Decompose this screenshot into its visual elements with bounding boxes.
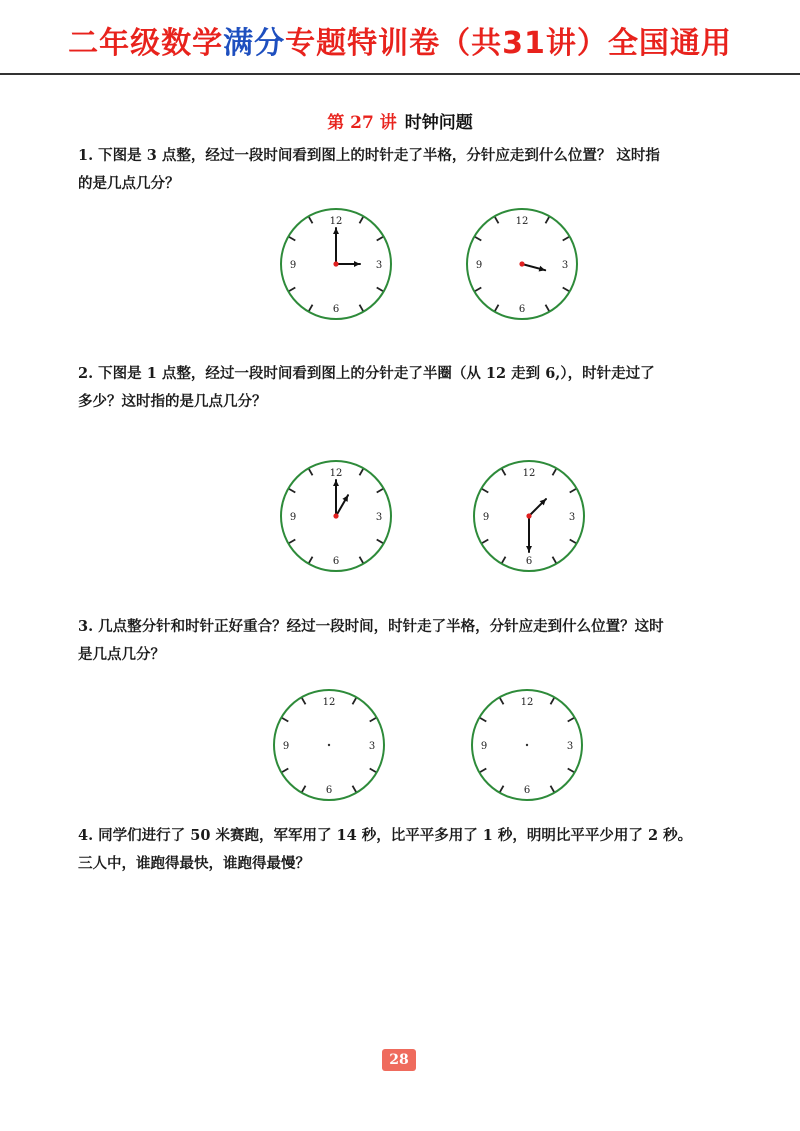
- clock-numeral: 9: [282, 741, 290, 752]
- clock-numeral: 12: [520, 697, 534, 708]
- clock-numeral: 3: [568, 512, 576, 523]
- question-line: 三人中，谁跑得最快，谁跑得最慢？: [78, 855, 310, 872]
- question-line: 多少？这时指的是几点几分？: [78, 393, 267, 410]
- clock-face-q2-end: [470, 457, 588, 575]
- clock-numeral: 3: [375, 512, 383, 523]
- clock-numeral: 9: [289, 512, 297, 523]
- header-divider: [0, 73, 800, 75]
- document-banner-title: [0, 18, 800, 62]
- clock-numeral: 3: [368, 741, 376, 752]
- clock-center-dot: [526, 513, 531, 518]
- clock-numeral: 9: [480, 741, 488, 752]
- question-line: 是几点几分？: [78, 646, 165, 663]
- question-line: 2. 下图是 1 点整，经过一段时间看到图上的分针走了半圈（从 12 走到 6,），时针走过了: [78, 365, 655, 382]
- clock-numeral: 9: [289, 260, 297, 271]
- clock-numeral: 12: [322, 697, 336, 708]
- clock-face-q3-blank: [270, 686, 388, 804]
- question-3: [78, 613, 746, 669]
- clock-numeral: 12: [522, 468, 536, 479]
- question-1: [78, 142, 746, 198]
- question-line: 4. 同学们进行了 50 米赛跑，军军用了 14 秒，比平平多用了 1 秒，明明比平平少用了 2 秒。: [78, 827, 693, 844]
- question-2: [78, 360, 746, 416]
- question-4: [78, 822, 746, 878]
- clock-numeral: 12: [329, 216, 343, 227]
- question-line: 的是几点几分？: [78, 175, 180, 192]
- clock-center-dot: [519, 261, 524, 266]
- lesson-number: 第 27 讲: [327, 113, 397, 133]
- clock-numeral: 6: [325, 785, 333, 796]
- clock-numeral: 3: [561, 260, 569, 271]
- clock-numeral: 12: [329, 468, 343, 479]
- clock-numeral: 9: [475, 260, 483, 271]
- clock-numeral: 12: [515, 216, 529, 227]
- banner-title-part: 二年级数学: [68, 26, 224, 61]
- clock-center-dot: [333, 261, 338, 266]
- clock-face-q1-start: [277, 205, 395, 323]
- clock-center-dot: [333, 513, 338, 518]
- lesson-topic: 时钟问题: [404, 113, 473, 133]
- page-number-badge: 28: [382, 1049, 416, 1071]
- clock-face-q3-blank: [468, 686, 586, 804]
- lesson-heading: [0, 108, 800, 133]
- clock-face-q2-start: [277, 457, 395, 575]
- clock-numeral: 6: [525, 556, 533, 567]
- clock-numeral: 3: [375, 260, 383, 271]
- clock-numeral: 6: [332, 556, 340, 567]
- question-line: 1. 下图是 3 点整，经过一段时间看到图上的时针走了半格，分针应走到什么位置？ 这时指: [78, 147, 660, 164]
- question-line: 3. 几点整分针和时针正好重合？经过一段时间，时针走了半格，分针应走到什么位置？这时: [78, 618, 664, 635]
- clock-face-q1-end: [463, 205, 581, 323]
- banner-title-part: 专题特训卷: [285, 26, 441, 61]
- clock-numeral: 9: [482, 512, 490, 523]
- clock-numeral: 6: [523, 785, 531, 796]
- clock-numeral: 3: [566, 741, 574, 752]
- clock-numeral: 6: [518, 304, 526, 315]
- clock-center-dot: [328, 744, 330, 746]
- banner-title-part: （共31讲）全国通用: [440, 26, 732, 61]
- banner-title-part: 满分: [223, 26, 286, 61]
- clock-center-dot: [526, 744, 528, 746]
- clock-numeral: 6: [332, 304, 340, 315]
